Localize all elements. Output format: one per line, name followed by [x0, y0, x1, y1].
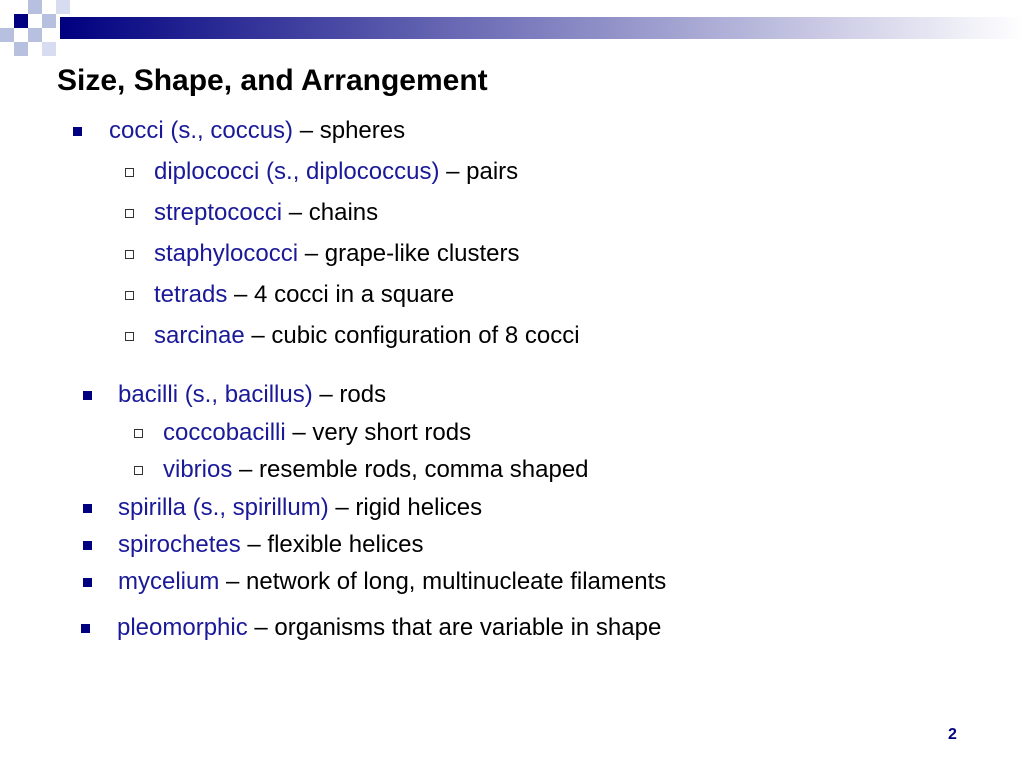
hollow-square-bullet-icon	[134, 466, 143, 475]
term: spirilla (s., spirillum)	[118, 494, 329, 521]
page-number: 2	[948, 726, 957, 743]
term: streptococci	[154, 199, 283, 226]
sub-item-diplococci	[154, 158, 518, 186]
term: sarcinae	[154, 322, 245, 349]
deco-square	[56, 0, 70, 14]
term: mycelium	[118, 568, 220, 595]
deco-square	[0, 28, 14, 42]
definition: – network of long, multinucleate filaments	[219, 568, 667, 595]
list-item-spirochetes	[118, 531, 424, 559]
hollow-square-bullet-icon	[134, 429, 143, 438]
sub-item-tetrads	[154, 281, 454, 309]
definition: – flexible helices	[240, 531, 424, 558]
square-bullet-icon	[83, 578, 92, 587]
definition: – pairs	[439, 158, 519, 185]
list-item-cocci	[109, 117, 405, 145]
square-bullet-icon	[83, 391, 92, 400]
hollow-square-bullet-icon	[125, 332, 134, 341]
deco-square	[14, 42, 28, 56]
list-item-spirilla	[118, 494, 482, 522]
square-bullet-icon	[81, 624, 90, 633]
list-item-bacilli	[118, 381, 386, 409]
sub-item-streptococci	[154, 199, 378, 227]
hollow-square-bullet-icon	[125, 291, 134, 300]
definition: – 4 cocci in a square	[227, 281, 455, 308]
sub-item-vibrios	[163, 456, 589, 484]
definition: – grape-like clusters	[298, 240, 520, 267]
list-item-mycelium	[118, 568, 666, 596]
deco-square	[14, 14, 28, 28]
definition: – rods	[312, 381, 387, 408]
slide-title: Size, Shape, and Arrangement	[57, 64, 488, 97]
square-bullet-icon	[73, 127, 82, 136]
deco-square	[42, 14, 56, 28]
square-bullet-icon	[83, 541, 92, 550]
term: coccobacilli	[163, 419, 286, 446]
definition: – organisms that are variable in shape	[247, 614, 662, 641]
term: tetrads	[154, 281, 228, 308]
definition: – rigid helices	[328, 494, 483, 521]
term: vibrios	[163, 456, 233, 483]
header-decoration	[0, 0, 1024, 60]
definition: – chains	[282, 199, 379, 226]
deco-square	[28, 28, 42, 42]
definition: – resemble rods, comma shaped	[232, 456, 589, 483]
sub-item-staphylococci	[154, 240, 520, 268]
sub-item-coccobacilli	[163, 419, 471, 447]
hollow-square-bullet-icon	[125, 209, 134, 218]
deco-square	[42, 42, 56, 56]
deco-square	[28, 0, 42, 14]
header-gradient-bar	[60, 17, 1024, 39]
square-bullet-icon	[83, 504, 92, 513]
definition: – very short rods	[285, 419, 472, 446]
list-item-pleomorphic	[117, 614, 661, 642]
term: staphylococci	[154, 240, 299, 267]
definition: – spheres	[293, 117, 406, 144]
sub-item-sarcinae	[154, 322, 580, 350]
hollow-square-bullet-icon	[125, 250, 134, 259]
term: diplococci (s., diplococcus)	[154, 158, 440, 185]
term: spirochetes	[118, 531, 241, 558]
term: pleomorphic	[117, 614, 248, 641]
definition: – cubic configuration of 8 cocci	[244, 322, 580, 349]
term: bacilli (s., bacillus)	[118, 381, 313, 408]
hollow-square-bullet-icon	[125, 168, 134, 177]
term: cocci (s., coccus)	[109, 117, 294, 144]
